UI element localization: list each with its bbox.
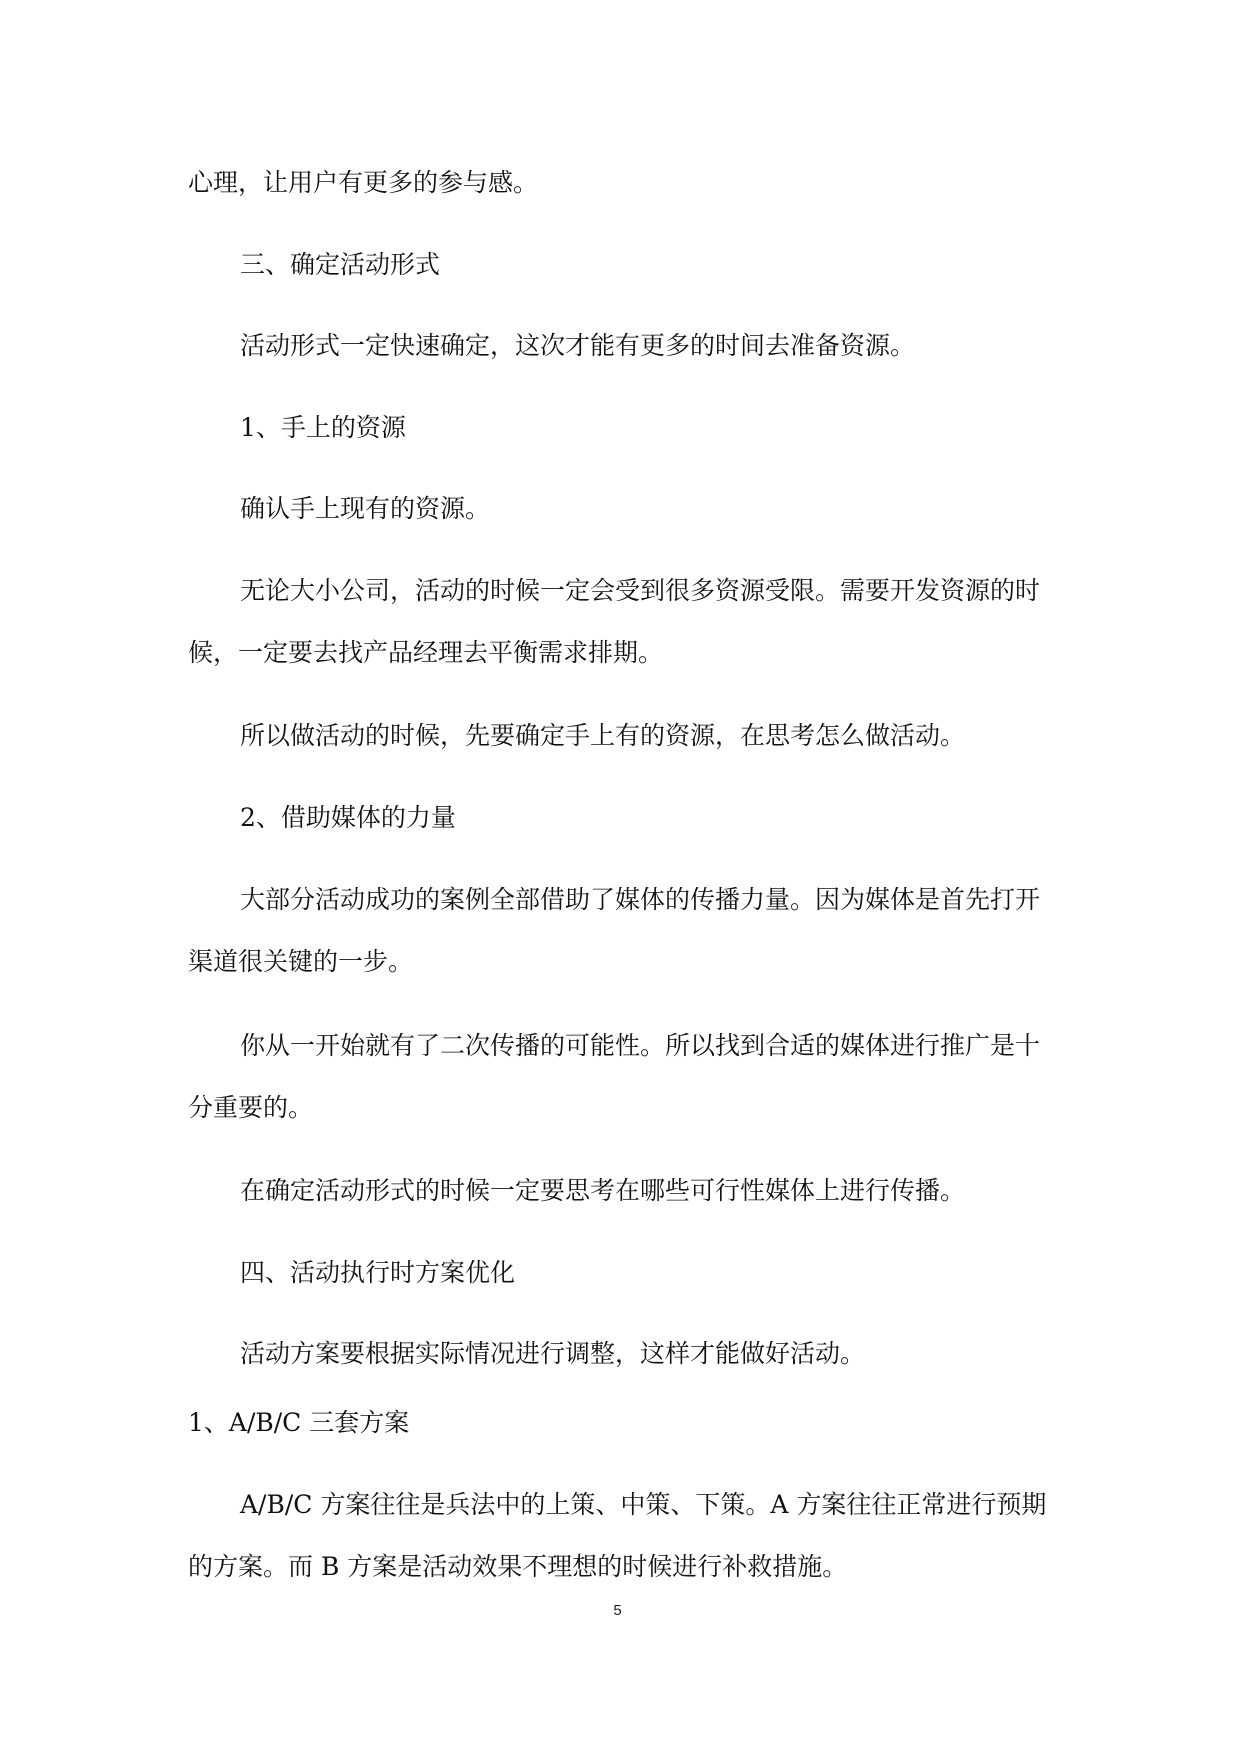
subsection-heading-abc: 1、A/B/C 三套方案 [188,1408,410,1437]
section-heading-3: 三、确定活动形式 [240,250,441,279]
paragraph: A/B/C 方案往往是兵法中的上策、中策、下策。A 方案往往正常进行预期的方案。而 B 方案是活动效果不理想的时候进行补救措施。 [188,1490,1047,1581]
paragraph: 你从一开始就有了二次传播的可能性。所以找到合适的媒体进行推广是十分重要的。 [188,1031,1041,1122]
subsection-heading-1: 1、手上的资源 [240,413,406,442]
paragraph: 无论大小公司，活动的时候一定会受到很多资源受限。需要开发资源的时候，一定要去找产品经理去平衡需求排期。 [188,576,1041,667]
paragraph: 在确定活动形式的时候一定要思考在哪些可行性媒体上进行传播。 [240,1176,966,1205]
paragraph: 活动形式一定快速确定，这次才能有更多的时间去准备资源。 [240,331,916,360]
paragraph: 所以做活动的时候，先要确定手上有的资源，在思考怎么做活动。 [240,721,966,750]
paragraph: 确认手上现有的资源。 [240,494,491,523]
paragraph: 活动方案要根据实际情况进行调整，这样才能做好活动。 [240,1339,866,1368]
subsection-heading-2: 2、借助媒体的力量 [240,803,456,832]
paragraph: 大部分活动成功的案例全部借助了媒体的传播力量。因为媒体是首先打开渠道很关键的一步。 [188,885,1041,976]
page-number: 5 [613,1602,622,1619]
section-heading-4: 四、活动执行时方案优化 [240,1258,516,1287]
paragraph-continuation: 心理，让用户有更多的参与感。 [188,168,539,197]
